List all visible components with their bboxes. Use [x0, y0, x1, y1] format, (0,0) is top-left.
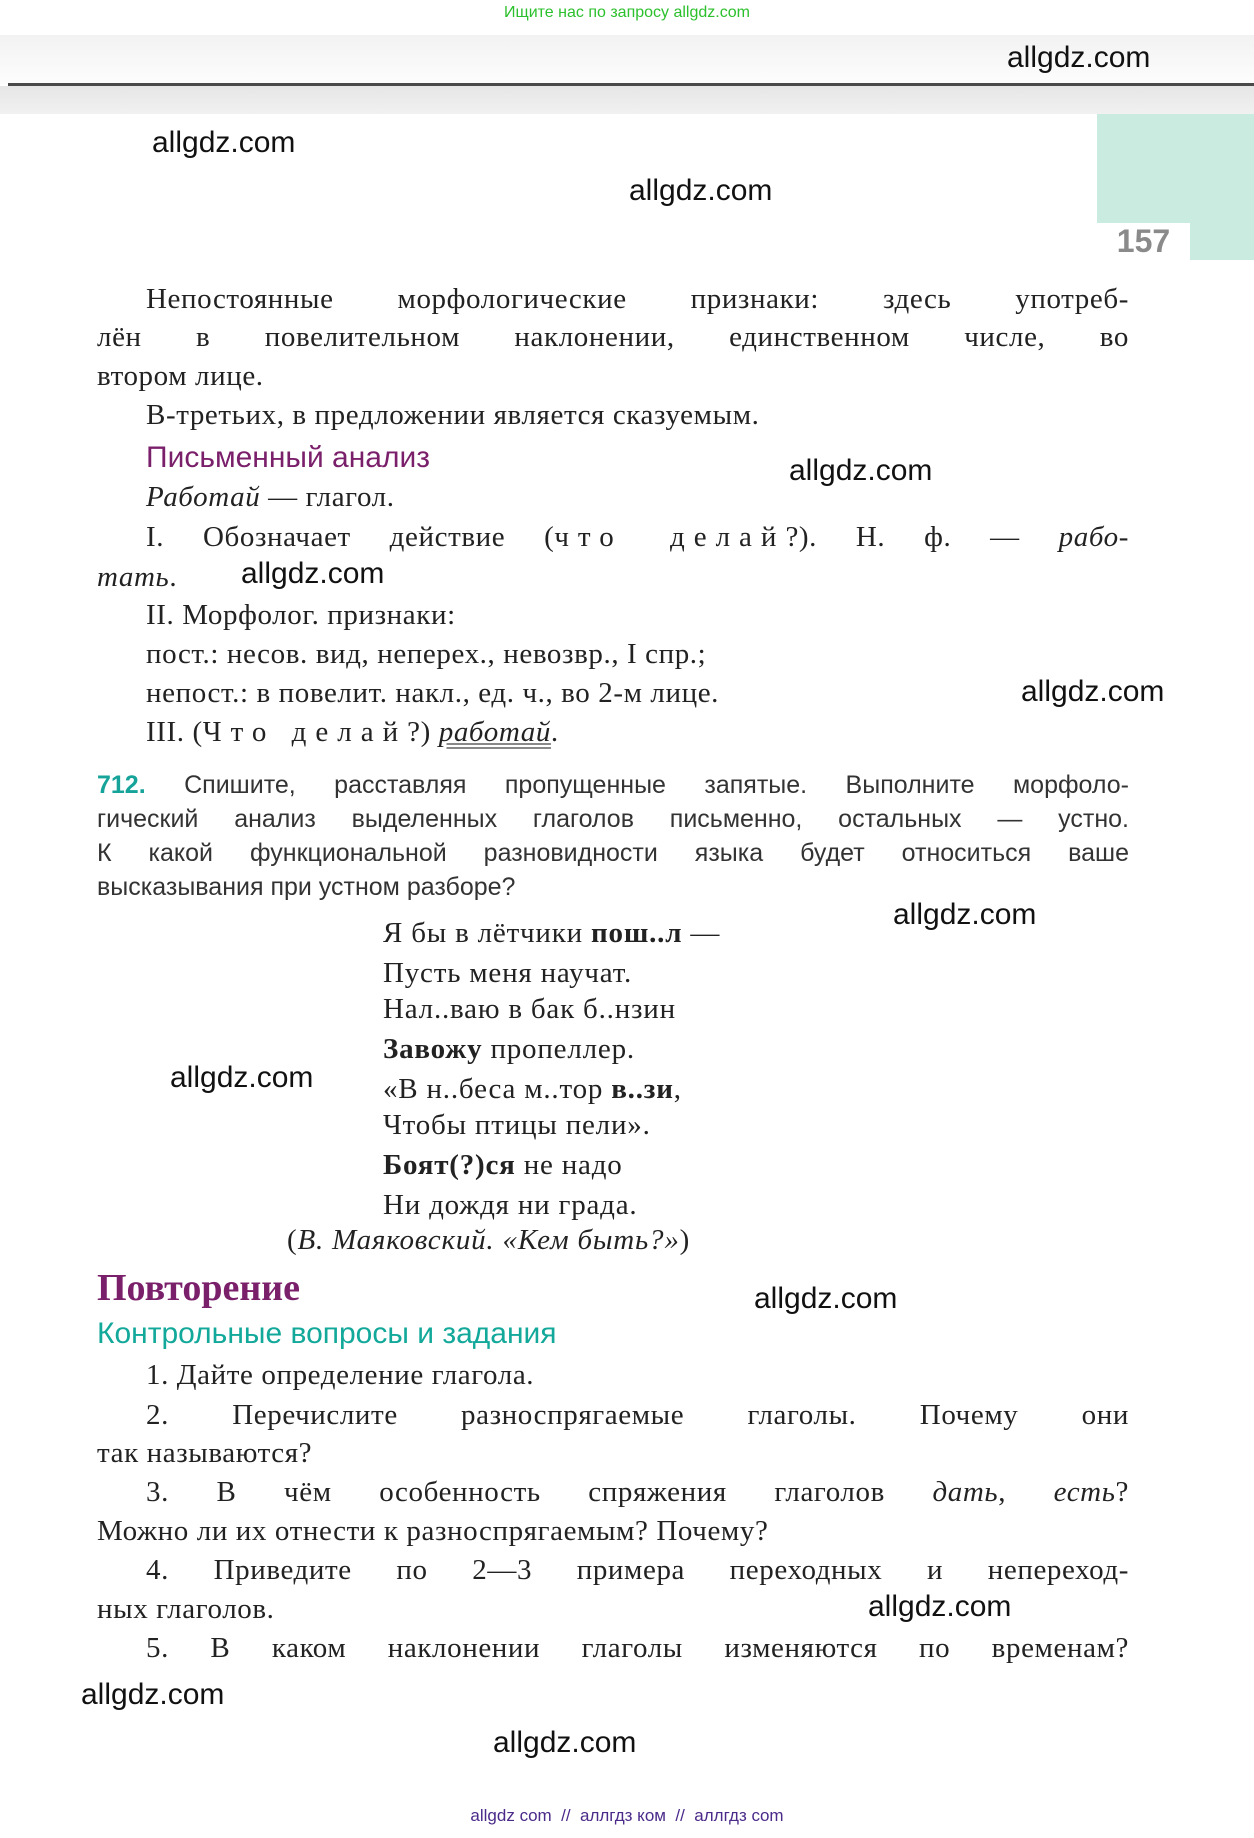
- watermark: allgdz.com: [493, 1726, 637, 1759]
- text: .: [169, 561, 178, 593]
- poem-line: [383, 1072, 682, 1106]
- poem-line: Нал..ваю в бак б..нзин: [383, 993, 676, 1025]
- watermark: allgdz.com: [868, 1590, 1012, 1623]
- text-line: [146, 282, 1129, 316]
- watermark: allgdz.com: [170, 1061, 314, 1094]
- watermark: allgdz.com: [152, 126, 296, 159]
- text: .: [550, 716, 559, 748]
- text-line: [146, 715, 559, 749]
- footer-links: allgdz com // аллгдз ком // аллгдз com: [470, 1806, 784, 1825]
- text: 2. Перечислите разноспрягаемые глаголы. Почему они: [146, 1399, 1129, 1431]
- text: — глагол.: [260, 481, 395, 513]
- section-subtitle: Контрольные вопросы и задания: [97, 1317, 557, 1350]
- spaced-text: что делай: [554, 521, 786, 553]
- poem-line: Чтобы птицы пели».: [383, 1109, 651, 1141]
- bold-verb: Боят(?)ся: [383, 1149, 516, 1181]
- watermark: allgdz.com: [81, 1678, 225, 1711]
- text: К какой функциональной разновидности языка будет относиться ваше: [97, 839, 1129, 867]
- page-number: 157: [1116, 223, 1171, 259]
- watermark: allgdz.com: [754, 1282, 898, 1315]
- exercise-line: высказывания при устном разборе?: [97, 873, 516, 901]
- search-hint-banner: Ищите нас по запросу allgdz.com: [504, 4, 750, 21]
- section-title: Повторение: [97, 1267, 301, 1309]
- question-cont: ных глаголов.: [97, 1593, 275, 1625]
- italic-text: дать: [932, 1476, 999, 1508]
- question: [146, 1553, 1129, 1587]
- question: 1. Дайте определение глагола.: [146, 1359, 535, 1391]
- page-gap: [0, 86, 1254, 114]
- poem-line: [383, 1032, 635, 1066]
- text-line: II. Морфолог. признаки:: [146, 599, 456, 631]
- section-heading: Письменный анализ: [146, 441, 431, 474]
- underlined-word: работай: [438, 716, 551, 748]
- poem-line: Пусть меня научат.: [383, 957, 633, 989]
- watermark: allgdz.com: [629, 174, 773, 207]
- question: [146, 1475, 1129, 1509]
- text-line: В-третьих, в предложении является сказуемым.: [146, 399, 760, 431]
- text: пропеллер.: [482, 1033, 635, 1065]
- watermark: allgdz.com: [1021, 675, 1165, 708]
- question-cont: так называются?: [97, 1437, 313, 1469]
- text: ): [679, 1224, 691, 1256]
- exercise-line: [97, 838, 1129, 868]
- text: ?: [1115, 1476, 1130, 1508]
- exercise-line: [97, 770, 1129, 800]
- watermark: allgdz.com: [789, 454, 933, 487]
- text: «В н..беса м..тор: [383, 1073, 612, 1105]
- text-line: непост.: в повелит. накл., ед. ч., во 2-м лице.: [146, 677, 720, 709]
- text: ,: [673, 1073, 682, 1105]
- exercise-line: [97, 804, 1129, 834]
- text: ?). Н. ф. —: [785, 521, 1059, 553]
- question: [146, 1631, 1129, 1665]
- italic-text: есть: [1053, 1476, 1116, 1508]
- text: Непостоянные морфологические признаки: здесь употреб-: [146, 283, 1129, 315]
- poem-attribution: [287, 1223, 690, 1257]
- question: [146, 1398, 1129, 1432]
- text-line: [97, 320, 1129, 354]
- question-cont: Можно ли их отнести к разноспрягаемым? Почему?: [97, 1515, 769, 1547]
- text: не надо: [515, 1149, 623, 1181]
- bold-verb: Завожу: [383, 1033, 483, 1065]
- text: (: [287, 1224, 298, 1256]
- text: Я бы в лётчики: [383, 917, 592, 949]
- spaced-text: Что делай: [202, 716, 408, 748]
- text: III. (: [146, 716, 203, 748]
- italic-text: тать: [97, 561, 170, 593]
- text: гический анализ выделенных глаголов письменно, остальных — устно.: [97, 805, 1129, 833]
- watermark: allgdz.com: [1007, 41, 1151, 74]
- text: I. Обозначает действие (: [146, 521, 555, 553]
- poem-line: [383, 916, 720, 950]
- text: Спишите, расставляя пропущенные запятые. Выполните морфоло-: [145, 771, 1129, 799]
- text: 4. Приведите по 2—3 примера переходных и непереход-: [146, 1554, 1129, 1586]
- text: лён в повелительном наклонении, единственном числе, во: [97, 321, 1129, 353]
- exercise-number: 712.: [97, 771, 146, 799]
- poem-line: [383, 1148, 623, 1182]
- text-line: пост.: несов. вид, неперех., невозвр., I спр.;: [146, 638, 707, 670]
- poem-line: Ни дождя ни града.: [383, 1189, 638, 1221]
- text-line: [97, 560, 177, 594]
- text: —: [682, 917, 721, 949]
- bold-verb: пош..л: [591, 917, 683, 949]
- author: В. Маяковский. «Кем быть?»: [297, 1224, 680, 1256]
- italic-text: рабо-: [1058, 521, 1129, 553]
- watermark: allgdz.com: [241, 557, 385, 590]
- text: 5. В каком наклонении глаголы изменяются по временам?: [146, 1632, 1129, 1664]
- text: 3. В чём особенность спряжения глаголов: [146, 1476, 933, 1508]
- bold-verb: в..зи: [611, 1073, 674, 1105]
- word: Работай: [146, 481, 261, 513]
- text-line: втором лице.: [97, 360, 264, 392]
- text-line: [146, 520, 1129, 554]
- text: ?): [407, 716, 439, 748]
- watermark: allgdz.com: [893, 898, 1037, 931]
- text-line: [146, 480, 395, 514]
- text: ,: [998, 1476, 1054, 1508]
